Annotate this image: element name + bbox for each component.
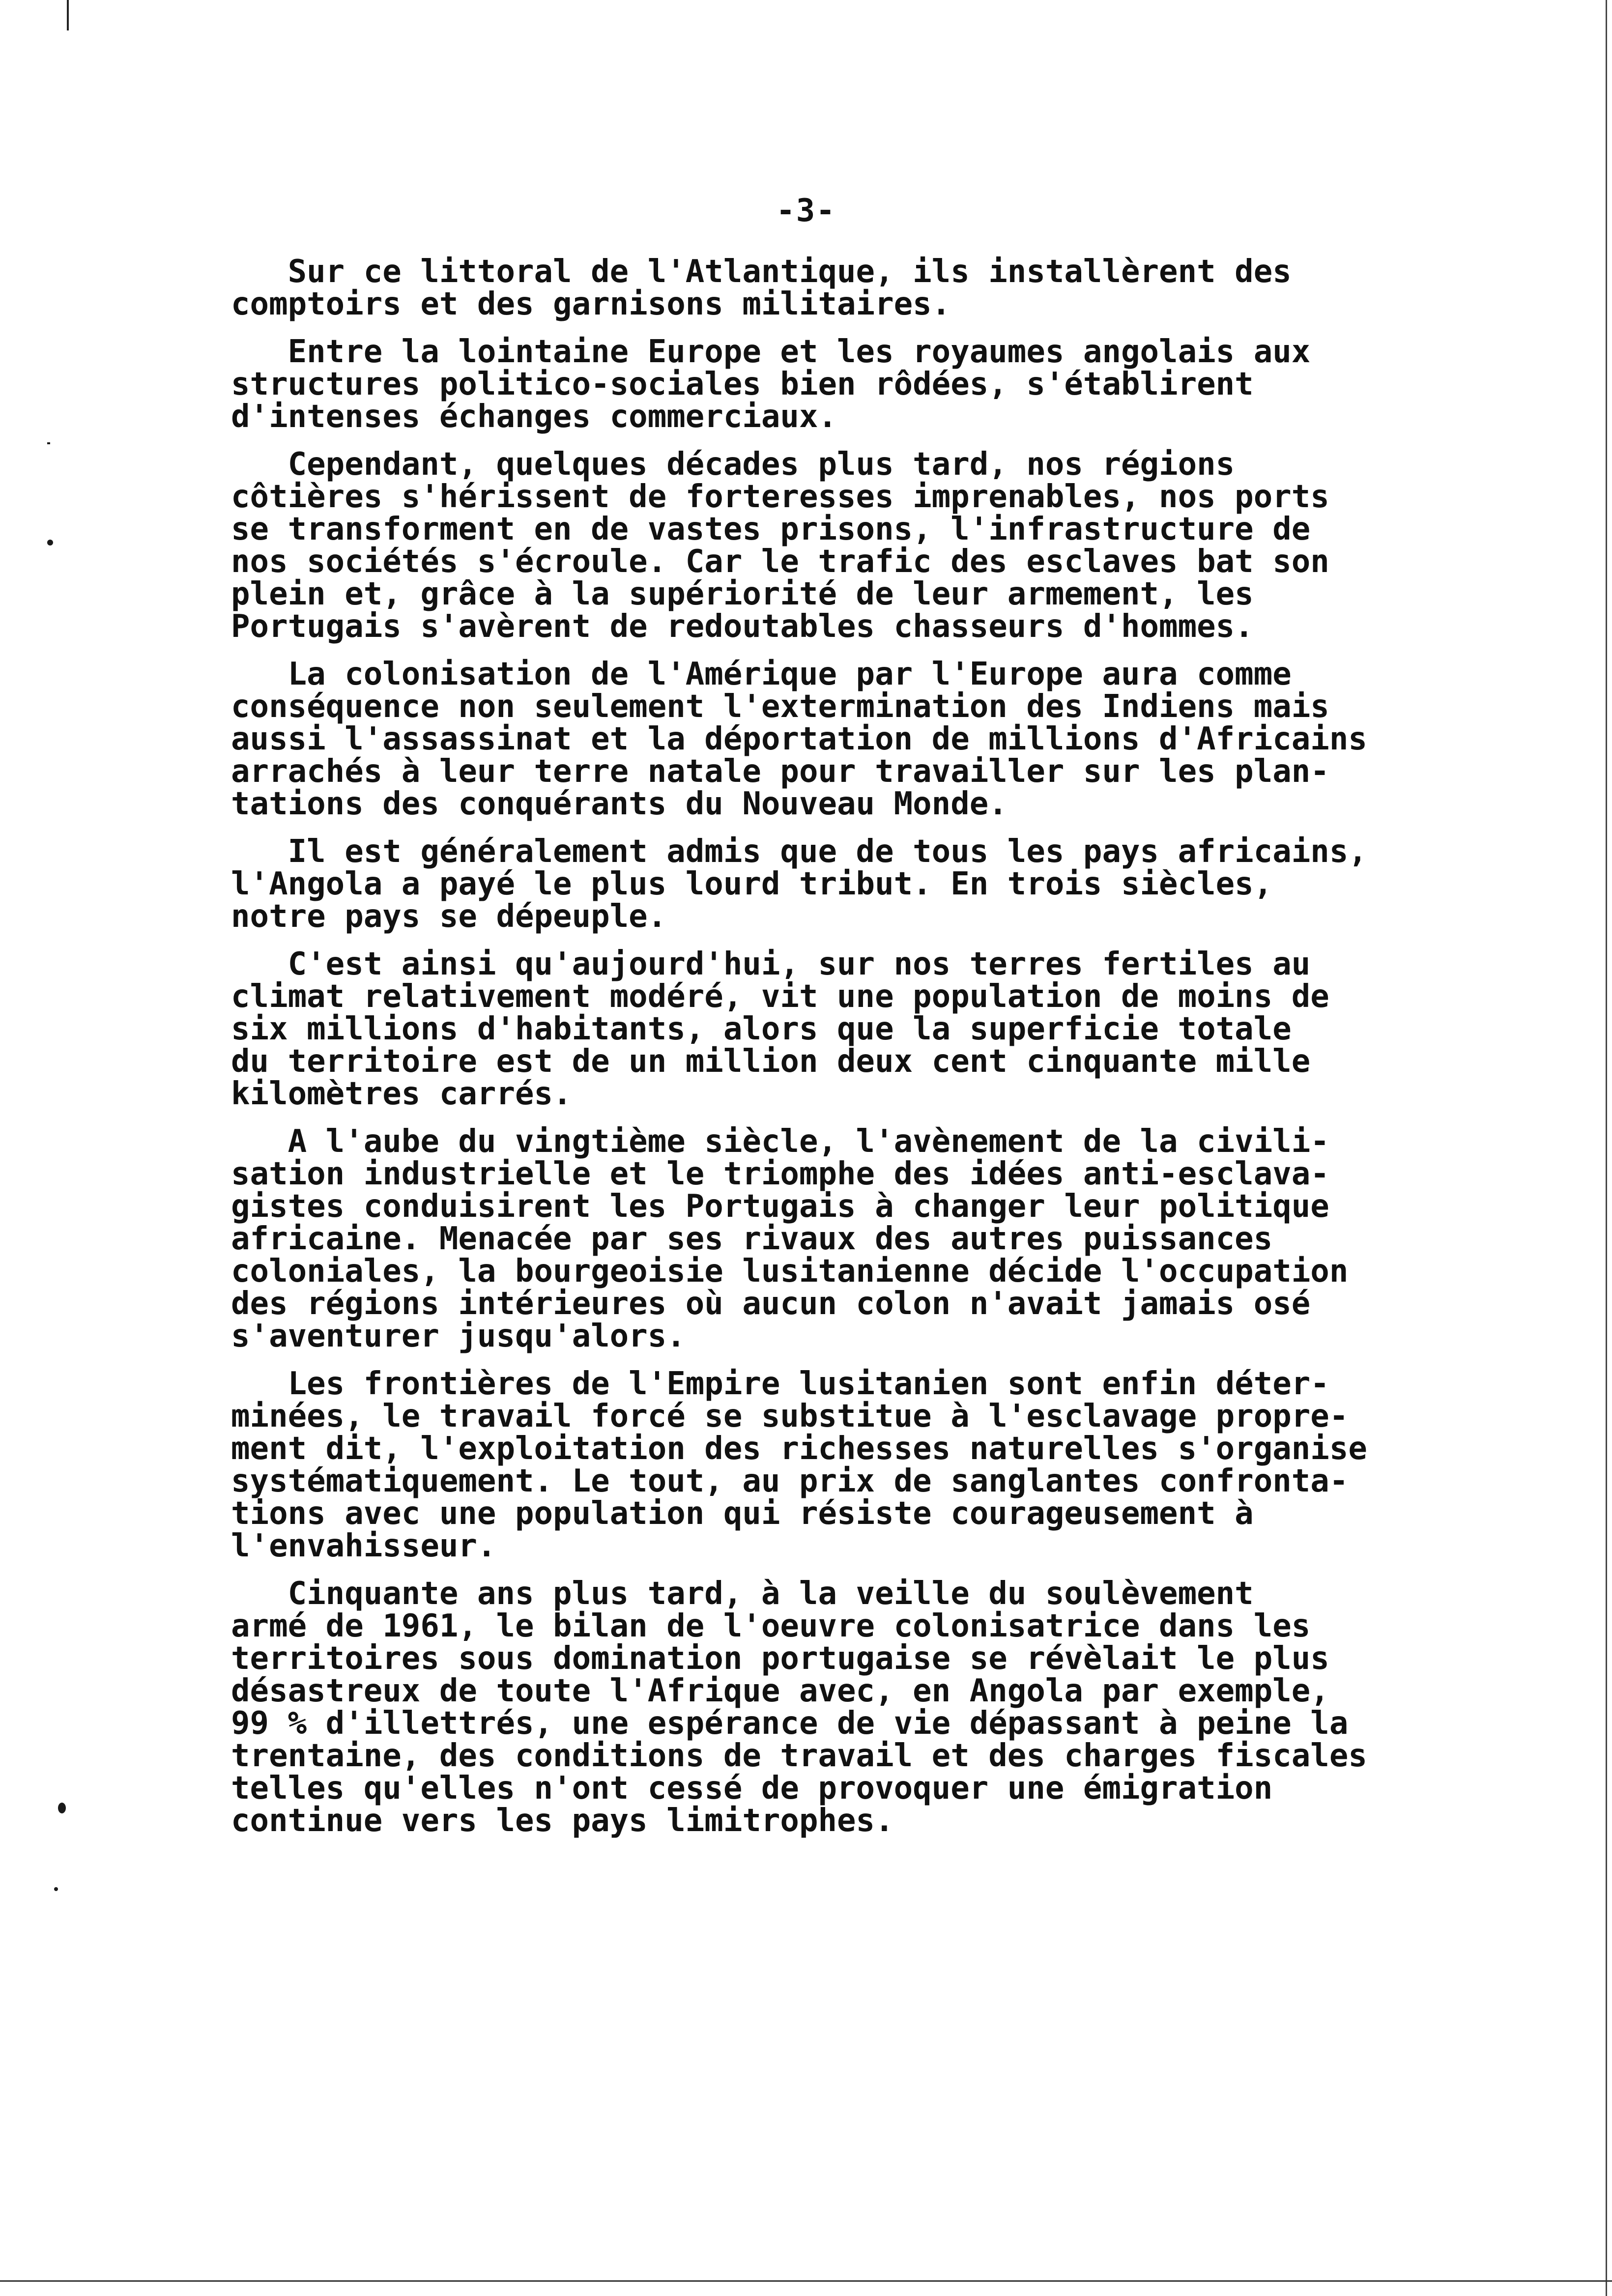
text-line: trentaine, des conditions de travail et des charges fiscales: [231, 1738, 1367, 1774]
paragraph: [231, 336, 1440, 433]
text-line: ment dit, l'exploitation des richesses naturelles s'organise: [231, 1431, 1367, 1467]
paragraph: [231, 1578, 1440, 1837]
text-line: gistes conduisirent les Portugais à changer leur politique: [231, 1188, 1329, 1225]
text-line: comptoirs et des garnisons militaires.: [231, 286, 951, 322]
text-line: plein et, grâce à la supériorité de leur armement, les: [231, 576, 1254, 612]
text-line: C'est ainsi qu'aujourd'hui, sur nos terres fertiles au: [231, 946, 1311, 982]
text-line: Il est généralement admis que de tous les pays africains,: [231, 833, 1367, 870]
text-line: climat relativement modéré, vit une population de moins de: [231, 978, 1329, 1015]
text-line: continue vers les pays limitrophes.: [231, 1803, 894, 1839]
text-line: Sur ce littoral de l'Atlantique, ils installèrent des: [231, 254, 1292, 290]
text-line: d'intenses échanges commerciaux.: [231, 399, 837, 435]
text-line: minées, le travail forcé se substitue à l'esclavage propre-: [231, 1398, 1349, 1435]
scan-edge-line-right: [1606, 0, 1607, 2296]
text-line: aussi l'assassinat et la déportation de millions d'Africains: [231, 721, 1367, 757]
text-line: Cependant, quelques décades plus tard, nos régions: [231, 446, 1235, 483]
punch-mark: [58, 1803, 66, 1813]
text-line: l'Angola a payé le plus lourd tribut. En trois siècles,: [231, 866, 1273, 902]
text-line: conséquence non seulement l'extermination des Indiens mais: [231, 689, 1329, 725]
text-line: du territoire est de un million deux cent cinquante mille: [231, 1043, 1311, 1080]
text-line: La colonisation de l'Amérique par l'Europe aura comme: [231, 656, 1292, 692]
paragraph: [231, 948, 1440, 1110]
text-line: kilomètres carrés.: [231, 1076, 572, 1112]
punch-mark: [54, 1887, 58, 1891]
text-line: structures politico-sociales bien rôdées, s'établirent: [231, 366, 1254, 402]
text-line: des régions intérieures où aucun colon n'avait jamais osé: [231, 1286, 1311, 1322]
text-line: six millions d'habitants, alors que la superficie totale: [231, 1011, 1292, 1047]
text-line: 99 % d'illettrés, une espérance de vie dépassant à peine la: [231, 1705, 1349, 1742]
text-line: l'envahisseur.: [231, 1528, 496, 1564]
paragraph: [231, 835, 1440, 933]
paragraph: [231, 1368, 1440, 1562]
text-line: A l'aube du vingtième siècle, l'avènement de la civili-: [231, 1123, 1329, 1160]
paragraph: [231, 448, 1440, 643]
text-line: armé de 1961, le bilan de l'oeuvre colonisatrice dans les: [231, 1608, 1311, 1644]
text-line: se transforment en de vastes prisons, l'infrastructure de: [231, 511, 1311, 547]
text-line: s'aventurer jusqu'alors.: [231, 1318, 686, 1354]
text-line: Les frontières de l'Empire lusitanien sont enfin déter-: [231, 1366, 1329, 1402]
text-line: arrachés à leur terre natale pour travailler sur les plan-: [231, 753, 1329, 790]
scan-edge-line-bottom: [0, 2280, 1612, 2282]
text-line: tions avec une population qui résiste courageusement à: [231, 1495, 1254, 1532]
body-text: [231, 256, 1440, 1852]
text-line: nos sociétés s'écroule. Car le trafic des esclaves bat son: [231, 544, 1329, 580]
paragraph: [231, 256, 1440, 320]
text-line: notre pays se dépeuple.: [231, 898, 667, 935]
text-line: Entre la lointaine Europe et les royaumes angolais aux: [231, 334, 1311, 370]
paragraph: [231, 1125, 1440, 1352]
text-line: désastreux de toute l'Afrique avec, en Angola par exemple,: [231, 1673, 1329, 1709]
punch-mark: [47, 442, 50, 444]
text-line: côtières s'hérissent de forteresses imprenables, nos ports: [231, 479, 1329, 515]
text-line: tations des conquérants du Nouveau Monde.: [231, 786, 1008, 822]
text-line: sation industrielle et le triomphe des idées anti-esclava-: [231, 1156, 1329, 1192]
text-line: coloniales, la bourgeoisie lusitanienne décide l'occupation: [231, 1253, 1349, 1290]
text-line: systématiquement. Le tout, au prix de sanglantes confronta-: [231, 1463, 1349, 1499]
text-line: telles qu'elles n'ont cessé de provoquer une émigration: [231, 1770, 1273, 1807]
paragraph: [231, 658, 1440, 820]
text-line: Cinquante ans plus tard, à la veille du soulèvement: [231, 1576, 1254, 1612]
page-number: -3-: [776, 193, 836, 229]
text-line: Portugais s'avèrent de redoutables chasseurs d'hommes.: [231, 608, 1254, 645]
scan-edge-mark: [67, 0, 69, 30]
text-line: africaine. Menacée par ses rivaux des autres puissances: [231, 1221, 1273, 1257]
text-line: territoires sous domination portugaise se révèlait le plus: [231, 1640, 1329, 1677]
punch-mark: [47, 540, 53, 545]
